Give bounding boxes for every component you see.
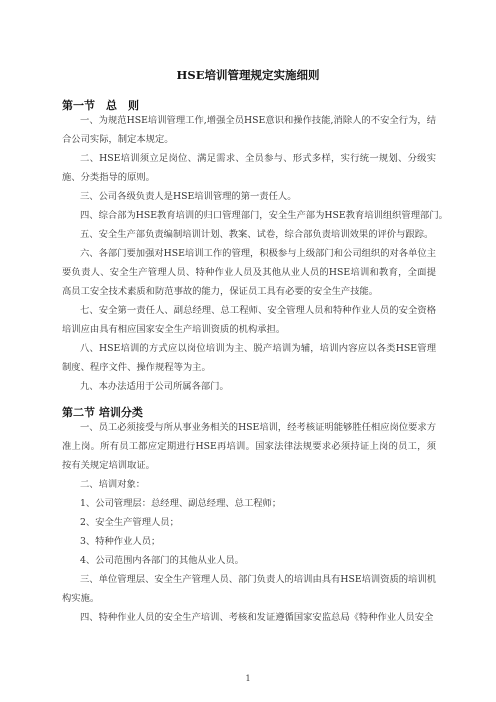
paragraph: 三、公司各级负责人是HSE培训管理的第一责任人。 — [80, 191, 297, 202]
section-heading: 第一节 总 则 — [62, 99, 139, 112]
paragraph: 七、安全第一责任人、副总经理、总工程师、安全管理人员和特种作业人员的安全资格培训应由具有相应国家安全生产培训资质的机构承担。 — [62, 305, 436, 335]
paragraph: 六、各部门要加强对HSE培训工作的管理，积极参与上级部门和公司组织的对各单位主要负责人、安全生产管理人员、特种作业人员及其他从业人员的HSE培训和教育，全面提高员工安全技术素质和防范事故的能力，保证员工具有必要的安全生产技能。 — [62, 248, 436, 297]
paragraph: 二、培训对象： — [80, 479, 146, 490]
paragraph: 一、为规范HSE培训管理工作,增强全员HSE意识和操作技能,消除人的不安全行为，结合公司实际，制定本规定。 — [62, 115, 436, 145]
document-title: HSE培训管理规定实施细则 — [176, 68, 320, 82]
paragraph: 五、安全生产部负责编制培训计划、教案、试卷，综合部负责培训效果的评价与跟踪。 — [80, 229, 434, 240]
paragraph: 一、员工必须接受与所从事业务相关的HSE培训，经考核证明能够胜任相应岗位要求方准上岗。所有员工都应定期进行HSE再培训。国家法律法规要求必须持证上岗的员工，须按有关规定培训取证。 — [62, 422, 436, 471]
paragraph: 2、安全生产管理人员； — [80, 517, 179, 528]
paragraph: 九、本办法适用于公司所属各部门。 — [80, 381, 229, 392]
paragraph: 八、HSE培训的方式应以岗位培训为主、脱产培训为辅，培训内容应以各类HSE管理制度、程序文件、操作规程等为主。 — [62, 343, 436, 373]
section-heading: 第二节 培训分类 — [62, 406, 143, 419]
paragraph: 4、公司范围内各部门的其他从业人员。 — [80, 555, 244, 566]
paragraph: 3、特种作业人员； — [80, 536, 161, 547]
paragraph: 四、综合部为HSE教育培训的归口管理部门，安全生产部为HSE教育培训组织管理部门。 — [80, 210, 448, 221]
paragraph: 二、HSE培训须立足岗位、满足需求、全员参与、形式多样，实行统一规划、分级实施、分类指导的原则。 — [62, 153, 436, 183]
paragraph: 1、公司管理层：总经理、副总经理、总工程师； — [80, 498, 282, 509]
page-number: 1 — [245, 674, 251, 683]
paragraph: 三、单位管理层、安全生产管理人员、部门负责人的培训由具有HSE培训资质的培训机构实施。 — [62, 574, 436, 604]
paragraph: 四、特种作业人员的安全生产培训、考核和发证遵循国家安监总局《特种作业人员安全 — [80, 612, 434, 623]
